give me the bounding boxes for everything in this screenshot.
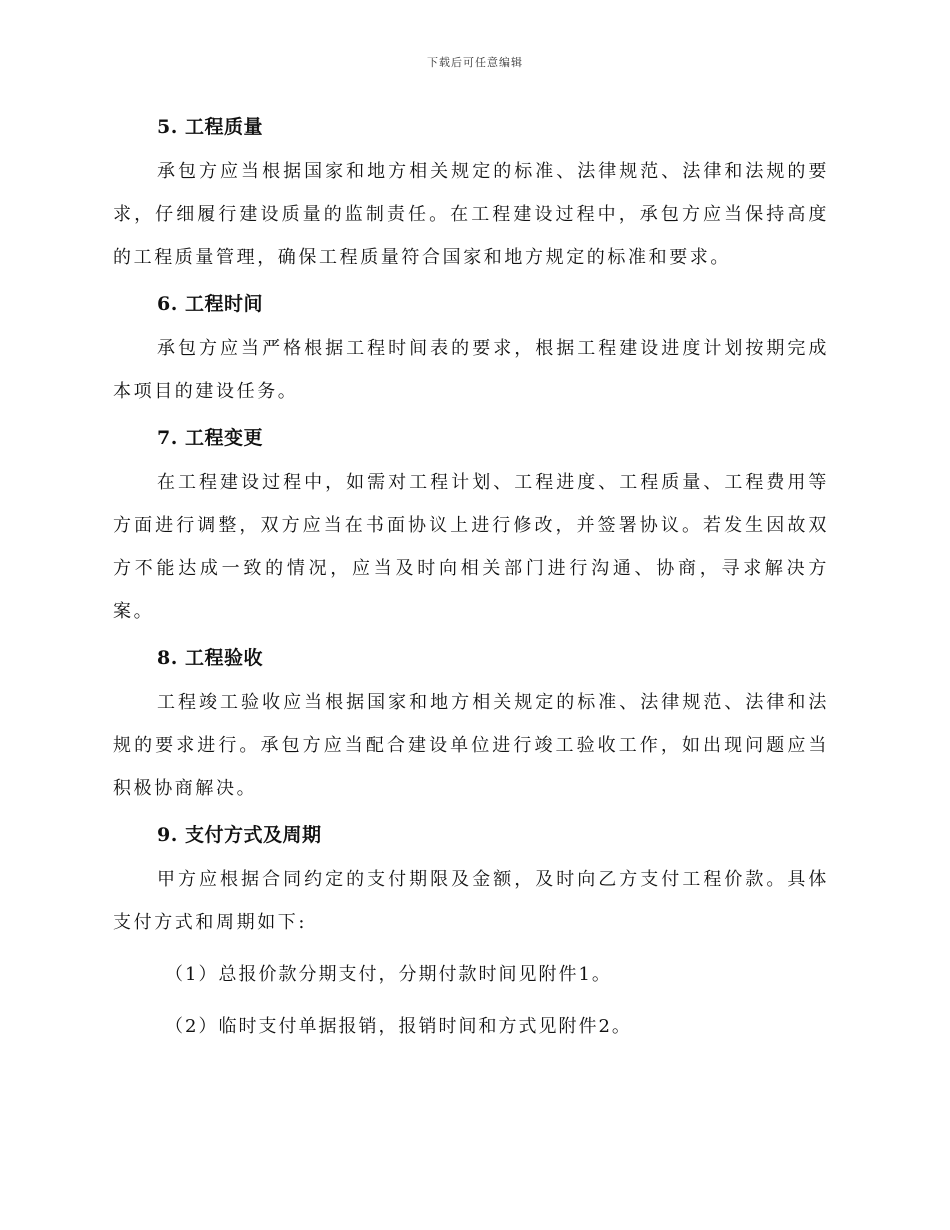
section-change [113,419,829,633]
section-acceptance [113,639,829,810]
section-heading: 8. 工程验收 [157,647,263,669]
payment-list-item: （2）临时支付单据报销，报销时间和方式见附件2。 [165,1016,632,1037]
section-heading: 6. 工程时间 [157,293,263,315]
section-paragraph: 承包方应当根据国家和地方相关规定的标准、法律规范、法律和法规的要求，仔细履行建设质量的监制责任。在工程建设过程中，承包方应当保持高度的工程质量管理，确保工程质量符合国家和地方规定的标准和要求。 [113,161,829,268]
section-time [113,285,829,413]
section-paragraph: 工程竣工验收应当根据国家和地方相关规定的标准、法律规范、法律和法规的要求进行。承包方应当配合建设单位进行竣工验收工作，如出现问题应当积极协商解决。 [113,692,829,799]
section-paragraph: 在工程建设过程中，如需对工程计划、工程进度、工程质量、工程费用等方面进行调整，双方应当在书面协议上进行修改，并签署协议。若发生因故双方不能达成一致的情况，应当及时向相关部门进行沟通、协商，寻求解决方案。 [113,472,829,622]
section-paragraph: 承包方应当严格根据工程时间表的要求，根据工程建设进度计划按期完成本项目的建设任务。 [113,338,829,402]
section-paragraph: 甲方应根据合同约定的支付期限及金额，及时向乙方支付工程价款。具体支付方式和周期如下: [113,869,829,933]
section-heading: 5. 工程质量 [157,116,263,138]
section-quality [113,108,829,279]
payment-list-item: （1）总报价款分期支付，分期付款时间见附件1。 [165,964,612,985]
section-heading: 9. 支付方式及周期 [157,824,322,846]
section-heading: 7. 工程变更 [157,427,263,449]
section-payment [113,816,829,1048]
header-note: 下载后可任意编辑 [427,56,523,69]
document-body [113,108,829,1054]
